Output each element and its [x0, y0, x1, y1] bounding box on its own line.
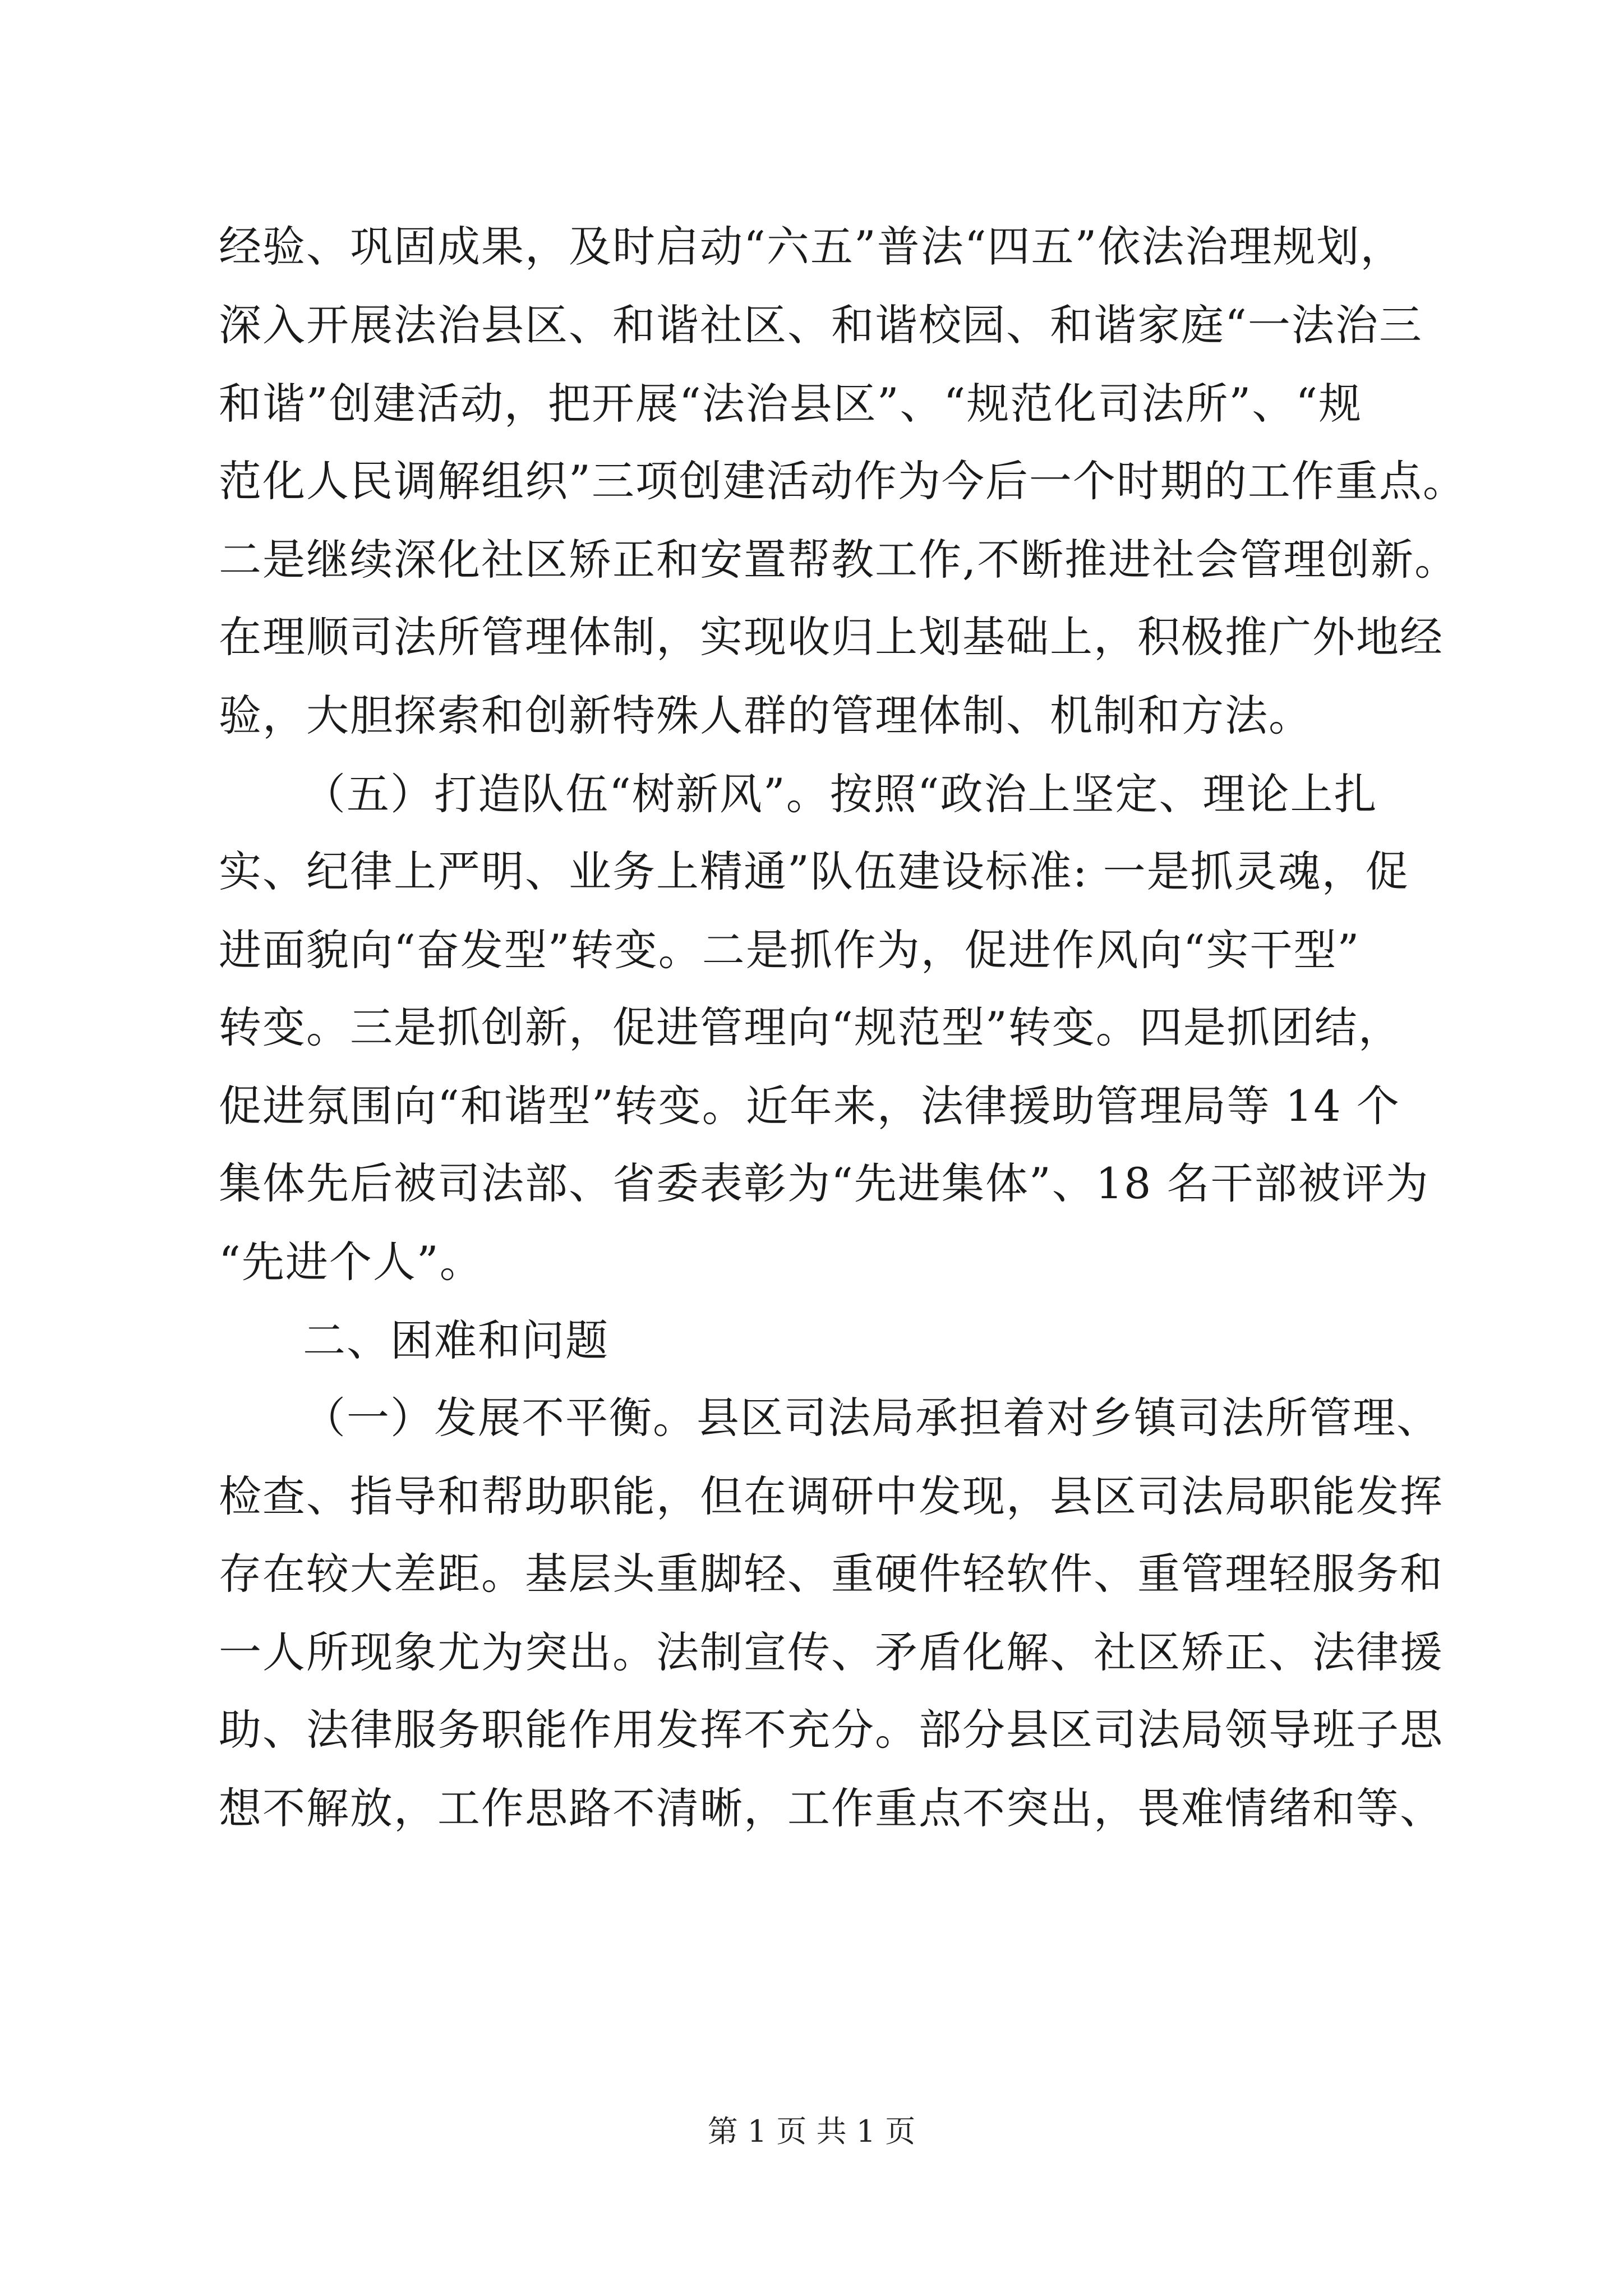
body-line-14: “先进个人”。: [219, 1237, 483, 1287]
body-line-20: 助、法律服务职能作用发挥不充分。部分县区司法局领导班子思: [219, 1705, 1444, 1755]
body-line-18: 存在较大差距。基层头重脚轻、重硬件轻软件、重管理轻服务和: [219, 1549, 1444, 1599]
body-line-10: 进面貌向“奋发型”转变。二是抓作为，促进作风向“实干型”: [219, 925, 1361, 975]
section-heading: 二、困难和问题: [303, 1315, 609, 1365]
body-line-21: 想不解放，工作思路不清晰，工作重点不突出，畏难情绪和等、: [219, 1783, 1444, 1833]
body-line-7: 验，大胆探索和创新特殊人群的管理体制、机制和方法。: [219, 691, 1312, 740]
body-line-6: 在理顺司法所管理体制，实现收归上划基础上，积极推广外地经: [219, 612, 1444, 662]
body-line-5: 二是继续深化社区矫正和安置帮教工作,不断推进社会管理创新。: [219, 535, 1459, 585]
body-line-12: 促进氛围向“和谐型”转变。近年来，法律援助管理局等 14 个: [219, 1081, 1400, 1131]
body-line-11: 转变。三是抓创新，促进管理向“规范型”转变。四是抓团结，: [219, 1002, 1402, 1052]
body-line-1: 经验、巩固成果，及时启动“六五”普法“四五”依法治理规划，: [219, 222, 1404, 272]
body-line-4: 范化人民调解组织”三项创建活动作为今后一个时期的工作重点。: [219, 456, 1467, 506]
body-line-17: 检查、指导和帮助职能，但在调研中发现，县区司法局职能发挥: [219, 1471, 1444, 1521]
body-line-16: （一）发展不平衡。县区司法局承担着对乡镇司法所管理、: [303, 1393, 1440, 1443]
body-line-2: 深入开展法治县区、和谐社区、和谐校园、和谐家庭“一法治三: [219, 300, 1423, 350]
body-line-3: 和谐”创建活动，把开展“法治县区”、“规范化司法所”、“规: [219, 379, 1363, 429]
body-line-13: 集体先后被司法部、省委表彰为“先进集体”、18 名干部被评为: [219, 1158, 1430, 1208]
body-line-8: （五）打造队伍“树新风”。按照“政治上坚定、理论上扎: [303, 769, 1378, 819]
page-footer: 第 1 页 共 1 页: [707, 2114, 916, 2149]
body-line-19: 一人所现象尤为突出。法制宣传、矛盾化解、社区矫正、法律援: [219, 1627, 1444, 1677]
body-line-9: 实、纪律上严明、业务上精通”队伍建设标准: 一是抓灵魂，促: [219, 846, 1409, 896]
